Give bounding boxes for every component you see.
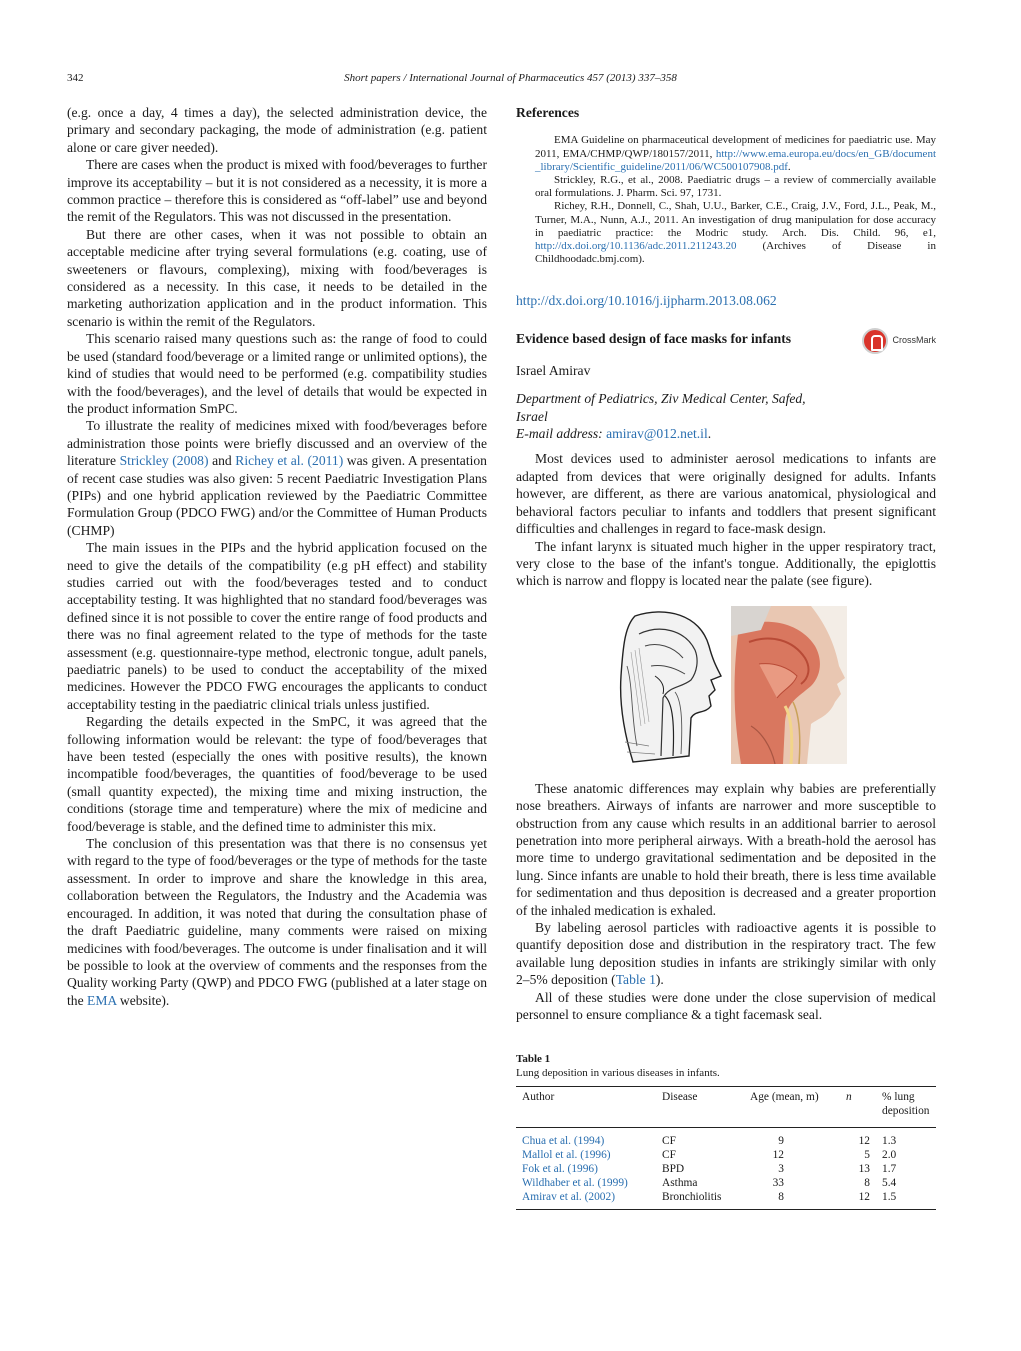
cell-age: 9: [778, 1134, 784, 1147]
author-citation-link[interactable]: Fok et al. (1996): [522, 1163, 598, 1176]
paragraph: Most devices used to administer aerosol medications to infants are adapted from devices that were originally designed for adults. Infants however, are different, as there are various anatomical, physiological and behavioral factors peculiar to infants and toddlers that present significant difficulties and challenges in regard to face-mask design.: [516, 451, 936, 537]
cell-disease: BPD: [662, 1163, 685, 1176]
cell-age: 12: [772, 1148, 784, 1161]
email-label: E-mail address:: [516, 426, 603, 442]
crossmark-badge[interactable]: [862, 328, 936, 354]
cell-n: 12: [858, 1134, 870, 1147]
author-citation-link[interactable]: Wildhaber et al. (1999): [522, 1177, 628, 1190]
reference-item: Strickley, R.G., et al., 2008. Paediatric drugs – a review of commercially available oral formulations. J. Pharm. Sci. 97, 1731.: [535, 174, 936, 200]
email-link[interactable]: amirav@012.net.il: [606, 426, 708, 442]
paragraph: This scenario raised many questions such as: the range of food to could be used (standard food/beverage or a limited range or unlimited options), the kind of studies that would need to be performed (e.g. compatibility studies with the food/beverages), and the level of details that would be expected in the product information SmPC.: [67, 331, 487, 416]
text: The conclusion of this presentation was that there is no consensus yet with regard to the type of food/beverages or the type of methods for the taste assessment. In order to improve and share the knowledge in this area, collaboration between the Regulators, the Industry and the Academia was encouraged. In addition, it was noted that during the consultation phase of the draft Paediatric guideline, many comments were raised on mixing medicines with food/beverages. The outcome is under finalisation and it will be possible to look at the overview of comments and the responses from the Quality working Party (QWP) and PDCO FWG (published at a later stage on the: [67, 836, 487, 1008]
affiliation-line: Israel: [516, 408, 548, 424]
text: EMA Guideline on pharmaceutical development of medicines for paediatric use. May 2011, EMA/CHMP/QWP/180157/2011,: [535, 134, 936, 160]
cell-deposition: 1.3: [882, 1134, 897, 1147]
paragraph: The infant larynx is situated much higher in the upper respiratory tract, very close to the base of the infant's tongue. Additionally, the epiglottis which is narrow and floppy is located near the palate (see figure).: [516, 538, 936, 589]
email-line: [516, 425, 936, 442]
paragraph: These anatomic differences may explain why babies are preferentially nose breathers. Airways of infants are narrower and more susceptible to obstruction from any cause which results in an additional barrier to aerosol penetration into more peripheral airways. With a breath-hold the aerosol has more time to undergo gravitational sedimentation and be deposited in the lung. Since infants are unable to hold their breath, there is less time available for sedimentation and thus deposition is decreased and a greater proportion of the inhaled medication is exhaled.: [516, 780, 936, 918]
table-label: Table 1: [516, 1053, 551, 1066]
article-title-row: [516, 330, 936, 360]
cell-deposition: 2.0: [882, 1148, 897, 1161]
header-author: Author: [516, 1087, 656, 1127]
reference-item: [516, 200, 936, 266]
header-age: Age (mean, m): [744, 1087, 840, 1127]
cell-disease: CF: [662, 1148, 676, 1161]
table-row: [516, 1162, 936, 1176]
paragraph: Regarding the details expected in the SmPC, it was agreed that the following information would be relevant: the type of food/beverages that have been tested (especially the ones with positive results), the known incompatible food/beverages, the quantities of food/beverage to be used (small quantity expected), the mixing time and mixing instruction, the conditions (storage time and temperature) where the mix of medicine and food/beverage is stable, and the defined time to administer this mix.: [67, 714, 487, 834]
running-head: Short papers / International Journal of Pharmaceutics 457 (2013) 337–358: [344, 72, 677, 84]
text: .: [707, 426, 712, 442]
affiliation-line: Department of Pediatrics, Ziv Medical Center, Safed,: [516, 391, 806, 407]
cell-age: 8: [744, 1190, 840, 1209]
text: and: [208, 453, 236, 469]
table-caption: [516, 1053, 936, 1080]
cell-deposition: 1.5: [876, 1190, 936, 1209]
cell-disease: Bronchiolitis: [656, 1190, 744, 1209]
paragraph: [67, 835, 487, 1009]
article-author: Israel Amirav: [516, 362, 591, 378]
table-row: [516, 1176, 936, 1190]
cell-n: 12: [840, 1190, 876, 1209]
header-deposition: [876, 1087, 936, 1127]
table-row: [516, 1127, 936, 1148]
cell-age: 3: [778, 1163, 784, 1176]
infant-airway-sketch: [605, 606, 723, 764]
anatomy-figure: [516, 606, 936, 764]
text: ).: [655, 972, 664, 988]
cell-n: 5: [864, 1148, 870, 1161]
paragraph: [516, 919, 936, 989]
crossmark-label: CrossMark: [892, 335, 936, 346]
table-caption-text: Lung deposition in various diseases in infants.: [516, 1066, 720, 1079]
citation-link[interactable]: Richey et al. (2011): [235, 453, 344, 469]
author-citation-link[interactable]: Amirav et al. (2002): [516, 1190, 656, 1209]
reference-item: [516, 134, 936, 174]
crossmark-icon: [862, 328, 888, 354]
author-citation-link[interactable]: Chua et al. (1994): [522, 1134, 605, 1147]
page-number: 342: [67, 72, 84, 84]
header-deposition-line: deposition: [882, 1105, 930, 1118]
references-heading: References: [516, 105, 580, 120]
text: website).: [116, 992, 170, 1008]
author-citation-link[interactable]: Mallol et al. (1996): [522, 1148, 611, 1161]
table-header-row: [516, 1087, 936, 1127]
cell-n: 8: [864, 1177, 870, 1190]
paragraph: All of these studies were done under the close supervision of medical personnel to ensure compliance & a tight facemask seal.: [516, 989, 936, 1022]
right-column: [516, 104, 936, 1210]
paragraph: But there are other cases, when it was not possible to obtain an acceptable medicine after trying several formulations (e.g. coating, use of sweeteners or flavours, complexing), mixing with food/beverages is considered as a necessity. In this case, it needs to be detailed in the marketing authorization application and in the product information. This scenario is within the remit of the Regulators.: [67, 226, 487, 329]
reference-doi-link[interactable]: http://dx.doi.org/10.1136/adc.2011.211243.20: [535, 240, 737, 253]
cell-disease: Asthma: [662, 1177, 698, 1190]
doi-link[interactable]: http://dx.doi.org/10.1016/j.ijpharm.2013.08.062: [516, 293, 777, 309]
infant-airway-color-illustration: [731, 606, 847, 764]
cell-deposition: 5.4: [882, 1177, 897, 1190]
ema-link[interactable]: EMA: [87, 992, 117, 1008]
paragraph: The main issues in the PIPs and the hybrid application focused on the need to give the details of the compatibility (e.g pH effect) and stability studies carried out with the food/beverages tested and to conduct acceptability testing. It was highlighted that no standard food/beverages was defined since it is not possible to cover the entire range of food products and there was no final agreement related to the type of methods for the taste assessment (e.g. questionnaire-type method, electronic tongue, adult panels, paediatric panels) to be used to conduct the acceptability of the mixed medicines. However the PDCO FWG encourages the applicants to conduct acceptability testing in the paediatric clinical trials unless justified.: [67, 540, 487, 712]
cell-disease: CF: [662, 1134, 676, 1147]
paragraph: [67, 417, 487, 539]
text: By labeling aerosol particles with radioactive agents it is possible to quantify deposition dose and distribution in the respiratory tract. The few available lung deposition studies in infants are strikingly similar with only 2–5% deposition (: [516, 919, 936, 988]
reference-url-link[interactable]: http://www.ema.europa.eu/docs/en_GB/document_library/Scientific_guideline/2011/06/WC500107908.pdf: [535, 147, 936, 173]
left-column: [67, 104, 487, 1009]
text: Richey, R.H., Donnell, C., Shah, U.U., Barker, C.E., Craig, J.V., Ford, J.L., Peak, M., Turner, M.A., Nunn, A.J., 2011. An investigation of drug manipulation for dose accuracy in paediatric practice: the Modric study. Arch. Dis. Child. 96, e1,: [535, 200, 936, 239]
affiliation: [516, 390, 936, 425]
table-row: [516, 1148, 936, 1162]
text: To illustrate the reality of medicines mixed with food/beverages before administration those points were briefly discussed and an overview of the literature: [67, 418, 487, 469]
article-title: Evidence based design of face masks for infants: [516, 330, 792, 346]
cell-age: 33: [772, 1177, 784, 1190]
header-disease: Disease: [656, 1087, 744, 1127]
text: .: [787, 160, 791, 173]
citation-link[interactable]: Strickley (2008): [119, 453, 209, 469]
table-reference-link[interactable]: Table 1: [615, 972, 656, 988]
header-deposition-line: % lung: [882, 1091, 915, 1104]
paragraph: (e.g. once a day, 4 times a day), the selected administration device, the primary and secondary packaging, the mode of administration (e.g. patient alone or care giver needed).: [67, 105, 487, 155]
header-n: n: [840, 1087, 876, 1127]
text: (Archives of Disease in Childhoodadc.bmj.com).: [535, 240, 936, 266]
text: was given. A presentation of recent case studies was also given: 5 recent Paediatric Investigation Plans (PIPs) and one hybrid application reviewed by the Paediatric Committee Formulation Group (PDCO FWG) and/or the Committee of Human Products (CHMP): [67, 453, 487, 538]
lung-deposition-table: [516, 1086, 936, 1209]
cell-deposition: 1.7: [882, 1163, 897, 1176]
table-row: [516, 1190, 936, 1209]
paragraph: There are cases when the product is mixed with food/beverages to further improve its acceptability – but it is not considered as a necessity, it is more a common practice – therefore this is considered as “off-label” use and beyond the remit of the Regulators. This was not discussed in the presentation.: [67, 157, 487, 225]
cell-n: 13: [858, 1163, 870, 1176]
